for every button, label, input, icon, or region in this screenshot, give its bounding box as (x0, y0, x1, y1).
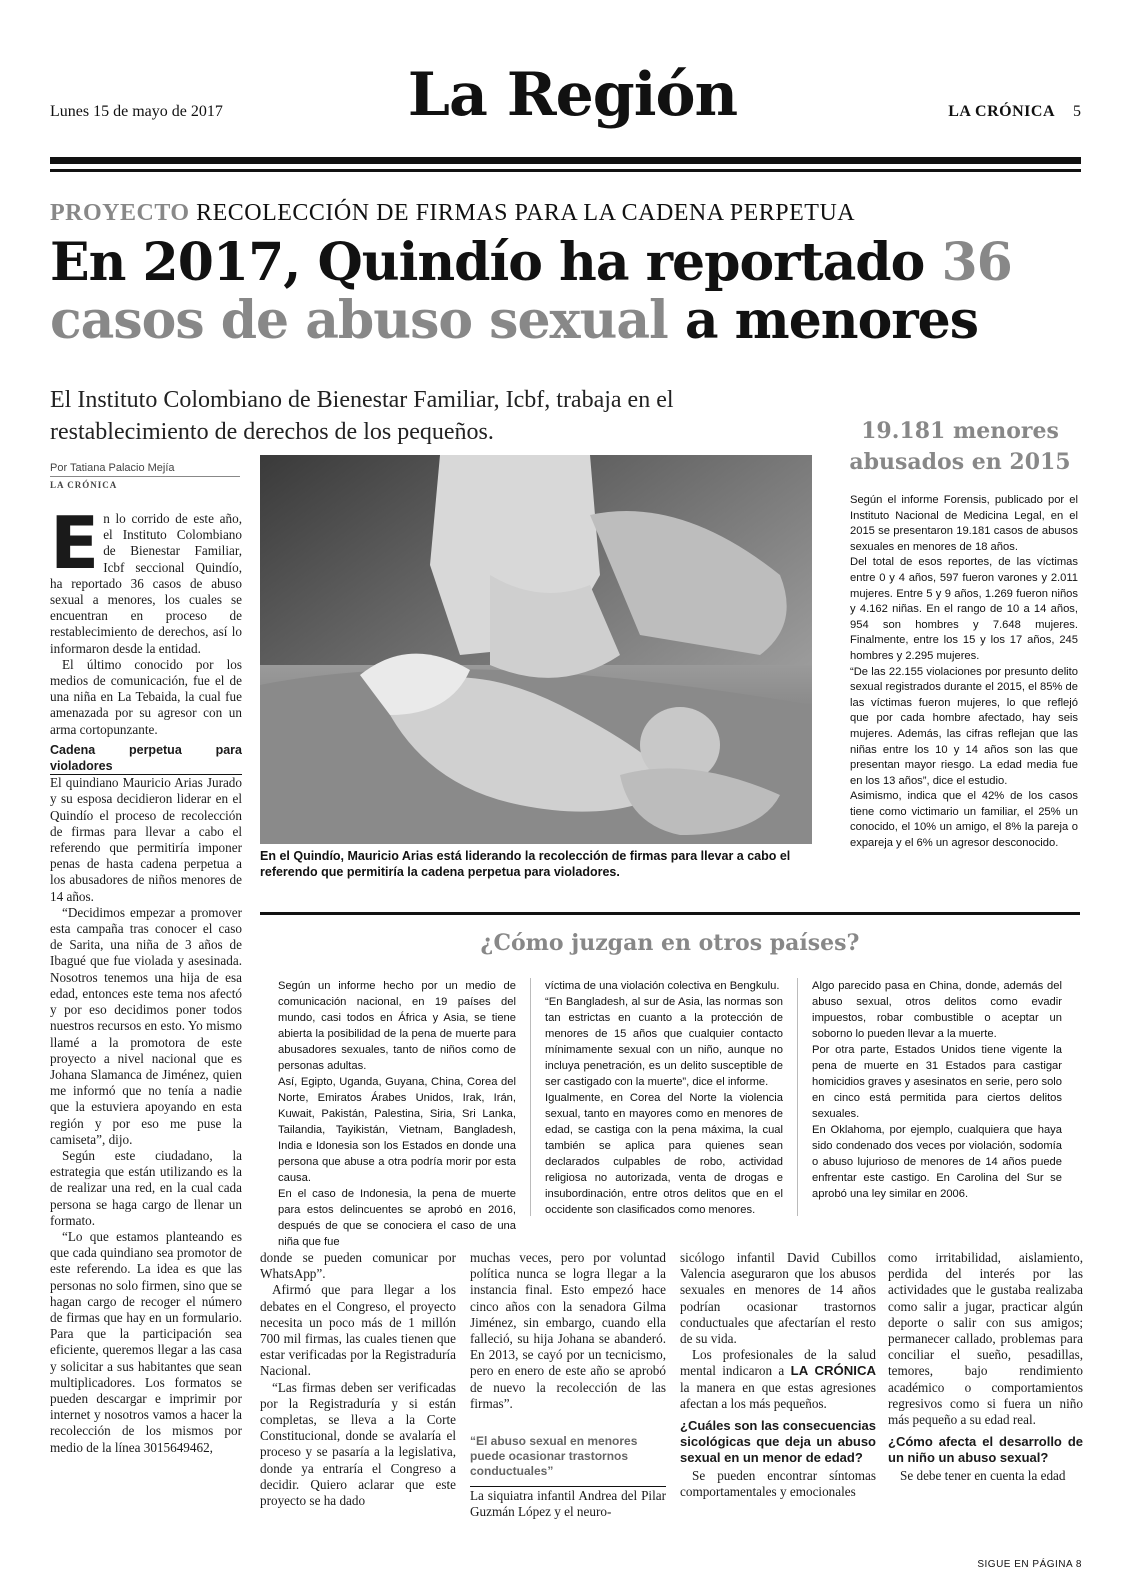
box-rule (260, 912, 1080, 915)
sidebar-body (850, 493, 1078, 852)
pull-quote: “El abuso sexual en menores puede ocasionar trastornos conductuales” (470, 1434, 638, 1478)
kicker-label: PROYECTO (50, 200, 190, 226)
body-paragraph: El último conocido por los medios de comunicación, fue el de una niña en La Tebaida, la cual fue amenazada por su agresor con un arma cortopunzante. (50, 656, 242, 737)
box-column-3: Algo parecido pasa en China, donde, además del abuso sexual, otros delitos como evadir impuestos, robar combustible o aceptar un soborno lo pueden llevar a la muerte. Por otra parte, Estados Unidos tiene vigente la pena de muerte en 31 Estados para castigar homicidios graves y asesinatos en serie, pero solo en cinco está permitida para ciertos delitos sexuales. En Oklahoma, por ejemplo, cualquiera que haya sido condenado dos veces por violación, sodomía o abuso lujurioso de menores de 14 años puede enfrentar este castigo. En Carolina del Sur se aprobó una ley similar en 2006. (812, 980, 1062, 1200)
body-column-5: como irritabilidad, aislamiento, perdida del interés por las actividades que le gustaba realizaba como salir a jugar, practicar algún deporte o salir con sus amigos; permanecer callado, problemas para conciliar el sueño, pesadillas, temores, bajo rendimiento académico o comportamientos regresivos como si fuera un niño más pequeño a su edad real. ¿Cómo afecta el desarrollo de un niño un abuso sexual? Se debe tener en cuenta la edad (888, 1250, 1083, 1484)
body-column-3-cont: La siquiatra infantil Andrea del Pilar Guzmán López y el neuro- (470, 1488, 666, 1520)
body-paragraph: Según este ciudadano, la estrategia que están utilizando es la de realizar una red, en la cual cada persona se haga cargo de llenar un formato. (50, 1147, 242, 1228)
body-left-column (50, 501, 242, 1456)
body-paragraph: El quindiano Mauricio Arias Jurado y su esposa decidieron liderar en el Quindío el proceso de recolección de firmas para llevar a cabo el referendo que permitiría imponer penas de hasta cadena perpetua a los abusadores de niños menores de 14 años. (50, 775, 242, 904)
sidebar-paragraph: Según el informe Forensis, publicado por el Instituto Nacional de Medicina Legal, en el 2015 se presentaron 19.181 casos de abusos sexuales en menores de 18 años. (850, 494, 1078, 553)
body-paragraph: En lo corrido de este año, el Instituto Colombiano de Bienestar Familiar, Icbf seccional Quindío, ha reportado 36 casos de abuso sexual a menores, los cuales se encuentran en proceso de restablecimiento de derechos, así lo informaron desde la entidad. (50, 501, 242, 656)
paper-name: LA CRÓNICA (948, 103, 1055, 120)
body-column-2: donde se pueden comunicar por WhatsApp”. Afirmó que para llegar a los debates en el Congreso, el proyecto necesita un poco más de 1 millón 700 mil firmas, las cuales tienen que estar verificadas por la Registraduría Nacional. “Las firmas deben ser verificadas por la Registraduría y si están completas, se lleva a la Corte Constitucional, donde se avalaría el proceso y se pasaría a la legislativa, donde ya entraría el Congreso a decidir. Quiero aclarar que este proyecto se ha dado (260, 1250, 456, 1509)
sidebar-title-line1: 19.181 menores (861, 418, 1059, 444)
page-number: 5 (1073, 103, 1081, 120)
sidebar-paragraph: Del total de esos reportes, de las víctimas entre 0 y 4 años, 597 fueron varones y 2.011 mujeres. Entre 5 y 9 años, 1.269 fueron niños y 4.162 niñas. En el rango de 10 a 14 años, 954 son hombres y 7.648 mujeres. Finalmente, entre los 15 y los 17 años, 245 hombres y 2.295 mujeres. (850, 556, 1078, 662)
photo-image (260, 455, 812, 844)
byline-rule (50, 476, 240, 477)
kicker-text: RECOLECCIÓN DE FIRMAS PARA LA CADENA PERPETUA (196, 200, 856, 226)
box-column-1: Según un informe hecho por un medio de comunicación nacional, en 19 países del mundo, casi todos en África y Asia, se tiene abierta la posibilidad de la pena de muerte para abusadores sexuales, tanto de niños como de personas adultas. Así, Egipto, Uganda, Guyana, China, Corea del Norte, Emiratos Árabes Unidos, Irak, Irán, Kuwait, Pakistán, Palestina, Siria, Sri Lanka, Tailandia, Tayikistán, Vietnam, Bangladesh, India e Idonesia son los Estados en donde una persona que abuse a otra podría morir por esta causa. En el caso de Indonesia, la pena de muerte para estos delincuentes se aprobó en 2016, después de que se conociera el caso de una niña que fue (278, 980, 516, 1248)
headline-part1: En 2017, Quindío ha reportado (50, 232, 942, 293)
photo-caption: En el Quindío, Mauricio Arias está liderando la recolección de firmas para llevar a cabo el referendo que permitiría la cadena perpetua para violadores. (260, 849, 791, 879)
sidebar-paragraph: “De las 22.155 violaciones por presunto delito sexual registrados durante el 2015, el 85% de las víctimas fueron mujeres, lo que reflejó que por cada hombre afectado, hay seis mujeres. Además, las cifras reflejan que las niñas entre los 10 y 14 años son las que presentan mayor riesgo. La edad media fue en los 13 años”, dice el estudio. (850, 665, 1078, 787)
box-title: ¿Cómo juzgan en otros países? (480, 930, 860, 956)
article-photo (260, 455, 812, 844)
sidebar-paragraph: Asimismo, indica que el 42% de los casos tiene como victimario un familiar, el 25% un conocido, el 10% un amigo, el 8% la pareja o expareja y el 6% un agresor desconocido. (850, 790, 1078, 850)
header-rule-thin (50, 169, 1081, 172)
body-column-3: muchas veces, pero por voluntad política nunca se logra llegar a la instancia final. Esto empezó hace cinco años con la senadora Gilma Jiménez, sin embargo, cuando ella falleció, su hija Johana se abanderó. En 2013, se cayó por un tecnicismo, pero en enero de este año se aprobó de nuevo la recolección de las firmas”. (470, 1250, 666, 1411)
box-column-2: víctima de una violación colectiva en Bengkulu. “En Bangladesh, al sur de Asia, las normas son tan estrictas en cuanto a la protección de menores de 15 años que cualquier contacto mínimamente sexual con un niño, aunque no incluya penetración, es un delito susceptible de ser castigado con la muerte”, dice el informe. Igualmente, en Corea del Norte la violencia sexual, tanto en mayores como en menores de edad, se castiga con la pena máxima, la cual también se aplica para quienes sean declarados culpables de robo, actividad religiosa no autorizada, venta de drogas e insubordinación, entre otros delitos que en el occidente son clasificados como menores. (545, 980, 783, 1216)
deck: El Instituto Colombiano de Bienestar Familiar, Icbf, trabaja en el restablecimiento de derechos de los pequeños. (50, 387, 674, 446)
header-rule-thick (50, 157, 1081, 164)
byline-author: Por Tatiana Palacio Mejía (50, 462, 175, 474)
body-paragraph: Los profesionales de la salud mental indicaron a LA CRÓNICA la manera en que estas agresiones afectan a los más pequeños. (680, 1347, 876, 1411)
body-paragraph: “Decidimos empezar a promover esta campaña tras conocer el caso de Sarita, una niña de 3 años de Ibagué que fue violada y asesinada. Nosotros tenemos una hija de esa edad, entonces este tema nos afectó y por eso decidimos poner todos nuestros recursos en esto. Yo mismo llamé a la promotora de este proyecto a nivel nacional que es Johana Slamanca de Jiménez, quien me informó que no tenía a nadie que la estuviera apoyando en esta región y por eso me puse la camiseta”, dijo. (50, 904, 242, 1147)
byline-source: LA CRÓNICA (50, 480, 118, 490)
drop-cap: E (50, 501, 100, 585)
question-heading: ¿Cómo afecta el desarrollo de un niño un abuso sexual? (888, 1434, 1083, 1466)
page-date: Lunes 15 de mayo de 2017 (50, 103, 223, 120)
sidebar-title-line2: abusados en 2015 (849, 448, 1071, 475)
headline-part2: 36 casos de abuso sexual (50, 232, 1012, 352)
body-column-4: sicólogo infantil David Cubillos Valencia aseguraron que los abusos sexuales en menores de 14 años podrían ocasionar trastornos conductuales que afectarían el resto de su vida. Los profesionales de la salud mental indicaron a LA CRÓNICA la manera en que estas agresiones afectan a los más pequeños. ¿Cuáles son las consecuencias sicológicas que deja un abuso sexual en un menor de edad? Se pueden encontrar síntomas comportamentales y emocionales (680, 1250, 876, 1500)
kicker (50, 200, 855, 227)
box-divider (797, 978, 798, 1216)
headline-part3: a menores (667, 290, 979, 352)
pull-quote-rule (470, 1486, 666, 1487)
headline (50, 234, 1090, 350)
continued-on-page: SIGUE EN PÁGINA 8 (977, 1559, 1082, 1570)
box-divider (530, 978, 531, 1216)
question-heading: ¿Cuáles son las consecuencias sicológicas que deja un abuso sexual en un menor de edad? (680, 1418, 876, 1466)
body-paragraph: “Lo que estamos planteando es que cada quindiano sea promotor de este referendo. La idea es que las personas no solo firmen, sino que se hagan cargo de recoger el número de firmas que hay en un formulario. Para que la participación sea eficiente, queremos llegar a las casa y solicitar a sus habitantes que sean multiplicadores. Los formatos se pueden descargar e imprimir por internet y nosotros vamos a hacer la recolección de los mismos por medio de la línea 3015649462, (50, 1228, 242, 1455)
section-title: La Región (407, 60, 738, 130)
subhead: Cadena perpetua para violadores (50, 742, 242, 775)
sidebar-title (830, 416, 1090, 478)
